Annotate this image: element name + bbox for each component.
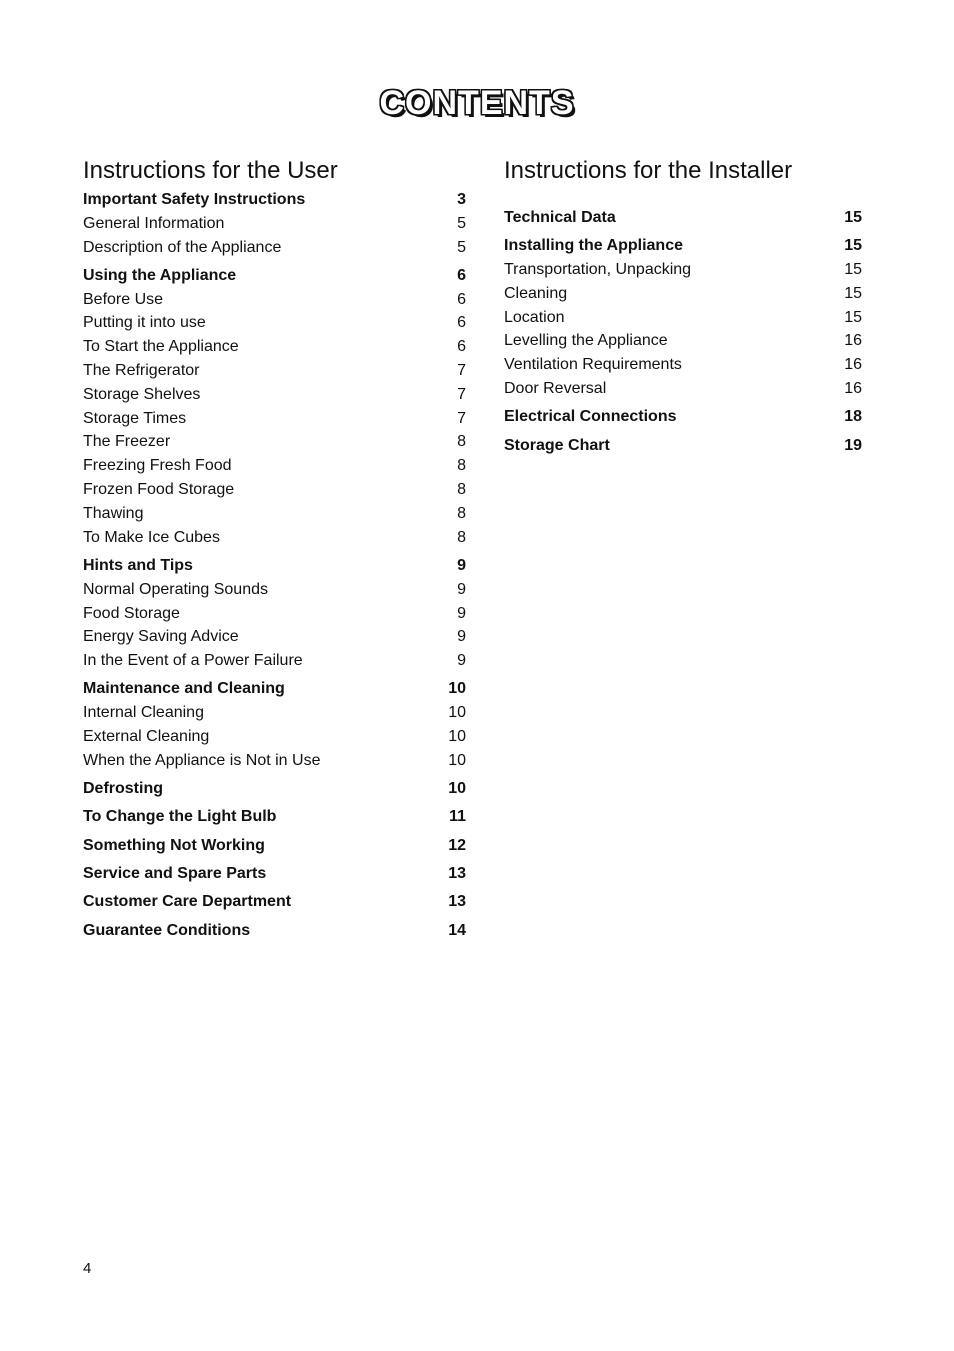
toc-entry-page: 15 xyxy=(844,284,862,302)
toc-entry-label: Guarantee Conditions xyxy=(83,921,251,939)
toc-entry-page: 9 xyxy=(457,580,466,598)
toc-entry-label: Maintenance and Cleaning xyxy=(83,680,285,698)
toc-entry-label: Ventilation Requirements xyxy=(504,356,682,374)
toc-entry-label: Installing the Appliance xyxy=(504,237,683,255)
toc-entry-label: Before Use xyxy=(83,290,164,308)
toc-entry-page: 10 xyxy=(448,780,466,798)
toc-entry-page: 5 xyxy=(457,238,466,256)
toc-entry xyxy=(83,862,466,886)
toc-entry-page: 15 xyxy=(844,209,862,226)
toc-entry xyxy=(83,383,466,407)
toc-entry xyxy=(83,430,466,454)
toc-entry-label: Energy Saving Advice xyxy=(83,628,239,646)
toc-entry-page: 8 xyxy=(457,481,466,499)
toc-entry-label: Using the Appliance xyxy=(83,266,237,284)
toc-entry-page: 11 xyxy=(449,808,466,826)
toc-entry-label: Important Safety Instructions xyxy=(83,191,306,208)
toc-entry-label: Defrosting xyxy=(83,780,163,798)
toc-entry-page: 12 xyxy=(448,836,466,854)
toc-entry-label: The Freezer xyxy=(83,433,171,451)
toc-entry-label: Internal Cleaning xyxy=(83,704,204,722)
toc-entry xyxy=(504,377,862,401)
toc-entry-page: 14 xyxy=(448,921,466,939)
toc-entry-page: 19 xyxy=(844,436,862,454)
toc-entry-label: Normal Operating Sounds xyxy=(83,580,268,598)
toc-entry-label: Electrical Connections xyxy=(504,408,677,426)
toc-entry-label: External Cleaning xyxy=(83,728,210,746)
toc-entry xyxy=(83,526,466,550)
toc-entry xyxy=(83,677,466,701)
toc-entry-label: When the Appliance is Not in Use xyxy=(83,751,321,769)
toc-entry xyxy=(83,288,466,312)
page-title: CONTENTS xyxy=(379,84,575,122)
user-toc-list xyxy=(83,188,466,942)
toc-entry xyxy=(83,834,466,858)
toc-entry-label: The Refrigerator xyxy=(83,362,200,380)
toc-entry xyxy=(83,602,466,626)
toc-entry-page: 9 xyxy=(457,652,466,670)
toc-entry xyxy=(504,306,862,330)
toc-entry xyxy=(83,625,466,649)
installer-section-heading: Instructions for the Installer xyxy=(504,157,793,184)
toc-entry-page: 13 xyxy=(448,893,466,911)
toc-entry-page: 15 xyxy=(844,308,862,326)
toc-entry xyxy=(504,353,862,377)
toc-entry-label: Food Storage xyxy=(83,604,180,622)
toc-entry-label: Thawing xyxy=(83,504,144,522)
toc-entry xyxy=(83,212,466,236)
toc-entry-label: Location xyxy=(504,308,565,326)
toc-entry-page: 10 xyxy=(448,728,466,746)
toc-entry-label: Door Reversal xyxy=(504,380,607,398)
toc-entry xyxy=(83,725,466,749)
toc-entry xyxy=(83,454,466,478)
toc-entry-label: Technical Data xyxy=(504,209,616,226)
installer-instructions-section xyxy=(504,156,862,457)
toc-entry-label: Freezing Fresh Food xyxy=(83,457,232,475)
toc-entry-page: 8 xyxy=(457,457,466,475)
toc-entry xyxy=(504,434,862,458)
toc-entry xyxy=(83,749,466,773)
toc-entry-page: 15 xyxy=(844,237,862,255)
toc-entry-page: 9 xyxy=(457,604,466,622)
toc-entry xyxy=(83,919,466,943)
toc-entry xyxy=(83,335,466,359)
toc-entry-label: To Change the Light Bulb xyxy=(83,808,277,826)
toc-entry xyxy=(83,359,466,383)
toc-entry-label: Storage Times xyxy=(83,409,187,427)
toc-entry-label: Hints and Tips xyxy=(83,556,193,574)
toc-entry xyxy=(504,258,862,282)
toc-entry-page: 18 xyxy=(844,408,862,426)
installer-toc-list xyxy=(504,206,862,457)
toc-entry xyxy=(504,234,862,258)
toc-entry-page: 6 xyxy=(457,290,466,308)
toc-entry xyxy=(83,264,466,288)
toc-entry xyxy=(83,701,466,725)
user-section-heading: Instructions for the User xyxy=(83,157,338,184)
toc-entry xyxy=(504,329,862,353)
toc-entry-label: To Start the Appliance xyxy=(83,338,239,356)
toc-entry xyxy=(83,407,466,431)
toc-entry-label: General Information xyxy=(83,214,225,232)
toc-entry-page: 16 xyxy=(844,356,862,374)
toc-entry-label: To Make Ice Cubes xyxy=(83,528,220,546)
toc-entry xyxy=(83,478,466,502)
toc-entry xyxy=(83,502,466,526)
toc-entry xyxy=(83,311,466,335)
toc-entry-page: 16 xyxy=(844,380,862,398)
toc-entry-page: 16 xyxy=(844,332,862,350)
toc-entry-page: 9 xyxy=(457,628,466,646)
toc-entry-label: Cleaning xyxy=(504,284,568,302)
toc-entry-page: 10 xyxy=(448,751,466,769)
toc-entry-page: 8 xyxy=(457,433,466,451)
toc-entry-page: 6 xyxy=(457,338,466,356)
toc-entry-label: Levelling the Appliance xyxy=(504,332,668,350)
toc-entry xyxy=(504,405,862,429)
toc-entry-label: Storage Chart xyxy=(504,436,610,454)
toc-entry-label: Description of the Appliance xyxy=(83,238,282,256)
toc-entry-page: 8 xyxy=(457,504,466,522)
toc-entry-page: 5 xyxy=(457,214,466,232)
toc-entry-page: 7 xyxy=(457,362,466,380)
toc-entry-page: 3 xyxy=(457,191,466,208)
toc-entry-page: 6 xyxy=(457,314,466,332)
toc-entry-page: 6 xyxy=(457,266,466,284)
toc-entry-page: 7 xyxy=(457,385,466,403)
toc-entry xyxy=(83,578,466,602)
toc-entry xyxy=(83,649,466,673)
toc-entry xyxy=(83,188,466,212)
toc-entry xyxy=(83,805,466,829)
toc-entry-page: 13 xyxy=(448,865,466,883)
toc-entry-label: Transportation, Unpacking xyxy=(504,261,692,279)
toc-entry-page: 10 xyxy=(448,680,466,698)
toc-entry-page: 9 xyxy=(457,556,466,574)
toc-entry-label: Customer Care Department xyxy=(83,893,292,911)
toc-entry xyxy=(83,777,466,801)
toc-entry-label: In the Event of a Power Failure xyxy=(83,652,303,670)
toc-entry-label: Frozen Food Storage xyxy=(83,481,235,499)
toc-entry-label: Something Not Working xyxy=(83,836,265,854)
toc-entry xyxy=(504,282,862,306)
toc-entry-label: Storage Shelves xyxy=(83,385,201,403)
toc-entry-page: 8 xyxy=(457,528,466,546)
user-instructions-section xyxy=(83,156,466,942)
toc-entry-page: 15 xyxy=(844,261,862,279)
page-number: 4 xyxy=(83,1260,92,1277)
toc-entry xyxy=(83,554,466,578)
toc-entry-page: 7 xyxy=(457,409,466,427)
toc-entry-label: Service and Spare Parts xyxy=(83,865,267,883)
toc-entry xyxy=(83,890,466,914)
toc-entry xyxy=(83,236,466,260)
toc-entry xyxy=(504,206,862,230)
toc-entry-page: 10 xyxy=(448,704,466,722)
toc-entry-label: Putting it into use xyxy=(83,314,206,332)
